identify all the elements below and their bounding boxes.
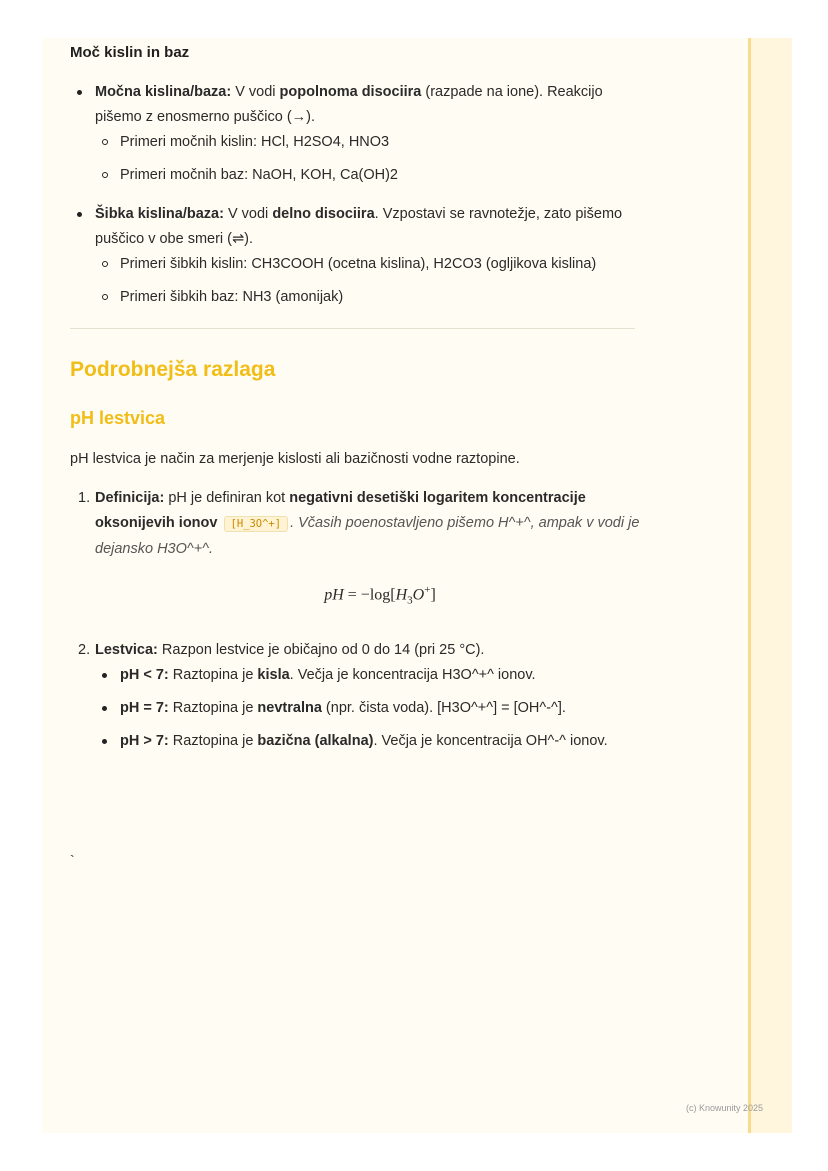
list-item-strong (70, 80, 640, 188)
definition-text: pH je definiran kot (164, 490, 290, 506)
ph-ranges (95, 663, 640, 754)
scale-label: Lestvica: (95, 641, 158, 658)
strong-examples (95, 130, 640, 188)
heading-ph-scale: pH lestvica (70, 408, 166, 428)
range-text: Raztopina je (168, 699, 258, 716)
formula-close: ] (430, 586, 436, 604)
list-item-definition (70, 486, 640, 614)
inline-code: [H_3O^+] (224, 516, 289, 532)
weak-examples (95, 252, 640, 310)
ph-list (70, 486, 640, 754)
margin-rail-line (748, 38, 751, 1133)
formula-sup: + (424, 584, 431, 596)
footer-copyright: (c) Knowunity 2025 (686, 1103, 764, 1113)
strong-text-a: V vodi (231, 84, 280, 100)
formula-sub: 3 (407, 594, 413, 607)
item-number: 1. (78, 490, 91, 506)
range-label: pH = 7: (120, 699, 169, 716)
list-item: Primeri šibkih kislin: CH3COOH (ocetna kislina), H2CO3 (ogljikova kislina) (95, 252, 640, 277)
item-number: 2. (78, 641, 91, 658)
list-item-weak (70, 202, 640, 310)
range-text: Raztopina je (168, 666, 258, 683)
stray-mark: ` (70, 852, 75, 868)
formula-o: O (412, 586, 425, 604)
range-text: . Večja je koncentracija OH^-^ ionov. (373, 732, 608, 749)
range-text: Raztopina je (168, 732, 258, 749)
list-item (95, 696, 640, 721)
strong-text-b: (razpade na ione). Reakcijo pišemo z enosmerno puščico (→). (95, 84, 603, 125)
ph-formula (95, 578, 640, 614)
document-content (70, 40, 640, 764)
weak-bold: delno disociira (272, 206, 375, 222)
range-label: pH > 7: (120, 732, 169, 749)
strong-label: Močna kislina/baza: (95, 84, 232, 100)
acid-base-list (70, 80, 640, 310)
definition-bold: negativni desetiški logaritem koncentracije oksonijevih ionov (95, 490, 586, 531)
formula-base: H (395, 586, 408, 604)
range-bold: bazična (alkalna) (257, 732, 374, 749)
list-item: Primeri šibkih baz: NH3 (amonijak) (95, 285, 640, 310)
list-item: Primeri močnih baz: NaOH, KOH, Ca(OH)2 (95, 163, 640, 188)
list-item: Primeri močnih kislin: HCl, H2SO4, HNO3 (95, 130, 640, 155)
section-title: Moč kislin in baz (70, 44, 190, 61)
formula-eq: = −log[ (343, 586, 396, 604)
list-item (95, 729, 640, 754)
section-divider (70, 328, 635, 329)
range-bold: nevtralna (257, 699, 322, 716)
heading-detail: Podrobnejša razlaga (70, 358, 276, 381)
weak-label: Šibka kislina/baza: (95, 206, 224, 222)
margin-rail (748, 38, 792, 1133)
strong-bold: popolnoma disociira (279, 84, 422, 100)
range-text: . Večja je koncentracija H3O^+^ ionov. (289, 666, 536, 683)
formula-lhs: pH (324, 586, 344, 604)
scale-text: Razpon lestvice je običajno od 0 do 14 (pri 25 °C). (157, 641, 485, 658)
range-text: (npr. čista voda). [H3O^+^] = [OH^-^]. (321, 699, 566, 716)
definition-label: Definicija: (95, 490, 165, 506)
list-item-scale (70, 638, 640, 754)
range-bold: kisla (257, 666, 290, 683)
weak-text-b: . Vzpostavi se ravnotežje, zato pišemo puščico v obe smeri (⇌). (95, 206, 623, 247)
range-label: pH < 7: (120, 666, 169, 683)
weak-text-a: V vodi (223, 206, 273, 222)
definition-italic: . Včasih poenostavljeno pišemo H^+^, ampak v vodi je dejansko H3O^+^. (95, 515, 640, 557)
intro-paragraph: pH lestvica je način za merjenje kislosti ali bazičnosti vodne raztopine. (70, 451, 520, 467)
list-item (95, 663, 640, 688)
